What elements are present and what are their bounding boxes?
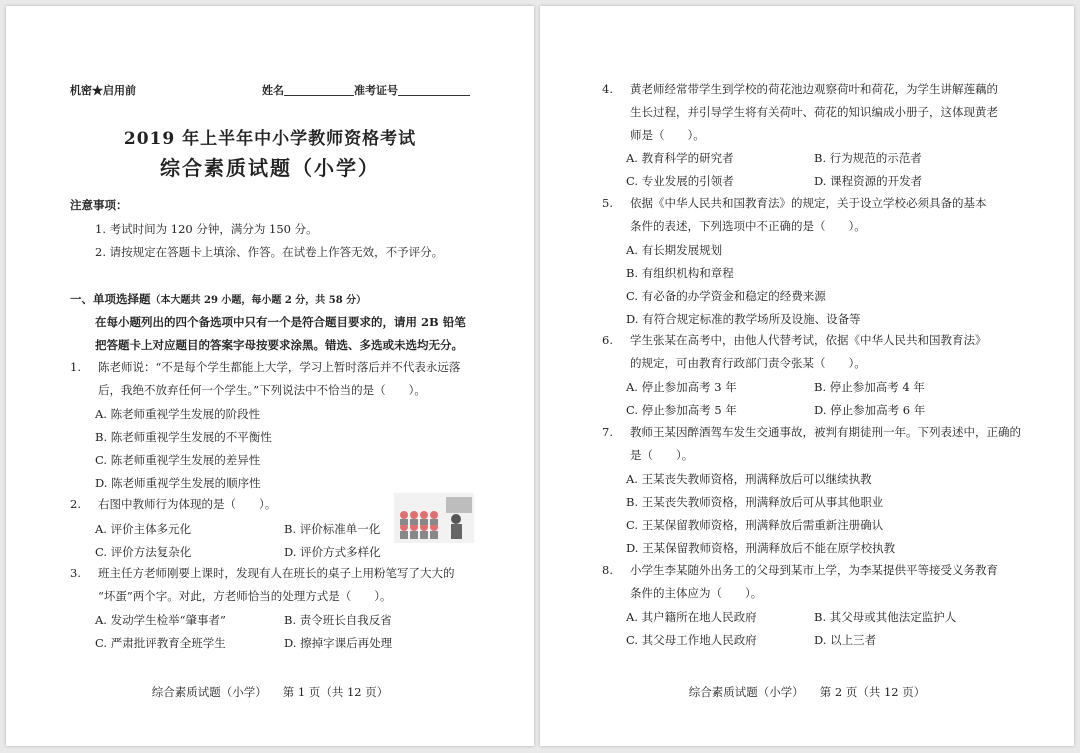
q5-option-b: B. 有组织机构和章程 (626, 266, 734, 280)
question-text-line: “坏蛋”两个字。对此，方老师恰当的处理方式是（ ）。 (98, 589, 392, 603)
question-text-line: 后，我绝不放弃任何一个学生。”下列说法中不恰当的是（ ）。 (98, 383, 426, 397)
footer-page-number: 第 1 页（共 12 页） (282, 685, 389, 699)
section-instruction-2: 把答题卡上对应题目的答案字母按要求涂黑。错选、多选或未选均无分。 (95, 338, 463, 352)
question-number: 6. (602, 333, 613, 347)
id-label: 准考证号 (354, 84, 398, 97)
question-text-line: 生长过程，并引导学生将有关荷叶、荷花的知识编成小册子，这体现黄老 (630, 105, 998, 119)
question-text-line: 右图中教师行为体现的是（ ）。 (98, 497, 277, 511)
q4-option-b: B. 行为规范的示范者 (814, 151, 922, 165)
q8-option-b: B. 其父母或其他法定监护人 (814, 610, 957, 624)
question-text-line: 黄老师经常带学生到学校的荷花池边观察荷叶和荷花，为学生讲解莲藕的 (630, 82, 998, 96)
q7-option-d: D. 王某保留教师资格，刑满释放后不能在原学校执教 (626, 541, 896, 555)
q2-option-a: A. 评价主体多元化 (95, 522, 192, 536)
question-7 (602, 421, 1032, 467)
page-footer (540, 684, 1074, 700)
question-6 (602, 329, 1022, 375)
question-number: 8. (602, 563, 613, 577)
notice-heading: 注意事项： (70, 198, 128, 212)
question-3 (70, 562, 490, 608)
question-number: 1. (70, 360, 81, 374)
q4-option-c: C. 专业发展的引领者 (626, 174, 734, 188)
footer-title: 综合素质试题（小学） (151, 685, 267, 699)
name-label: 姓名 (262, 84, 284, 97)
q6-option-a: A. 停止参加高考 3 年 (626, 380, 737, 394)
id-field (398, 83, 470, 96)
exam-page-2 (540, 6, 1074, 746)
question-text-line: 的规定，可由教育行政部门责令张某（ ）。 (630, 356, 866, 370)
question-text-line: 小学生李某随外出务工的父母到某市上学，为李某提供平等接受义务教育 (630, 563, 998, 577)
q4-option-d: D. 课程资源的开发者 (814, 174, 923, 188)
exam-subtitle: 综合素质试题（小学） (160, 156, 380, 180)
q2-option-c: C. 评价方法复杂化 (95, 545, 192, 559)
q8-option-a: A. 其户籍所在地人民政府 (626, 610, 757, 624)
question-8 (602, 559, 1032, 605)
footer-title: 综合素质试题（小学） (688, 685, 804, 699)
q3-option-b: B. 责令班长自我反省 (284, 613, 392, 627)
section-heading (70, 288, 366, 312)
section-instruction-1: 在每小题列出的四个备选项中只有一个是符合题目要求的，请用 2B 铅笔 (95, 315, 466, 329)
exam-page-1 (6, 6, 534, 746)
question-text-line: 学生张某在高考中，由他人代替考试，依据《中华人民共和国教育法》 (630, 333, 987, 347)
candidate-info (262, 82, 470, 98)
question-text-line: 班主任方老师刚要上课时，发现有人在班长的桌子上用粉笔写了大大的 (98, 566, 455, 580)
section-note: （本大题共 29 小题，每小题 2 分，共 58 分） (150, 295, 367, 306)
confidential-label: 机密★启用前 (70, 84, 136, 97)
q6-option-c: C. 停止参加高考 5 年 (626, 403, 737, 417)
question-number: 2. (70, 497, 81, 511)
q1-option-b: B. 陈老师重视学生发展的不平衡性 (95, 430, 272, 444)
q8-option-d: D. 以上三者 (814, 633, 877, 647)
footer-page-number: 第 2 页（共 12 页） (819, 685, 926, 699)
question-number: 7. (602, 425, 613, 439)
question-number: 3. (70, 566, 81, 580)
q3-option-a: A. 发动学生检举“肇事者” (95, 613, 226, 627)
question-2 (70, 493, 390, 516)
q8-option-c: C. 其父母工作地人民政府 (626, 633, 757, 647)
q5-option-d: D. 有符合规定标准的教学场所及设施、设备等 (626, 312, 861, 326)
question-text-line: 陈老师说：“不是每个学生都能上大学，学习上暂时落后并不代表永远落 (98, 360, 461, 374)
q1-option-c: C. 陈老师重视学生发展的差异性 (95, 453, 261, 467)
q7-option-a: A. 王某丧失教师资格，刑满释放后可以继续执教 (626, 472, 872, 486)
question-text-line: 师是（ ）。 (630, 128, 705, 142)
q4-option-a: A. 教育科学的研究者 (626, 151, 734, 165)
q6-option-b: B. 停止参加高考 4 年 (814, 380, 925, 394)
question-number: 5. (602, 196, 613, 210)
q2-option-d: D. 评价方式多样化 (284, 545, 381, 559)
question-text-line: 条件的表述，下列选项中不正确的是（ ）。 (630, 219, 866, 233)
q3-option-d: D. 擦掉字课后再处理 (284, 636, 393, 650)
q7-option-b: B. 王某丧失教师资格，刑满释放后可从事其他职业 (626, 495, 884, 509)
q5-option-c: C. 有必备的办学资金和稳定的经费来源 (626, 289, 826, 303)
q1-option-a: A. 陈老师重视学生发展的阶段性 (95, 407, 261, 421)
exam-title: 2019 年上半年中小学教师资格考试 (123, 129, 417, 149)
section-title: 一、单项选择题 (70, 292, 151, 306)
page-footer (6, 684, 534, 700)
question-1 (70, 356, 490, 402)
q3-option-c: C. 严肃批评教育全班学生 (95, 636, 226, 650)
notice-item-2: 2. 请按规定在答题卡上填涂、作答。在试卷上作答无效，不予评分。 (95, 245, 444, 259)
question-4 (602, 78, 1022, 147)
question-text-line: 教师王某因醉酒驾车发生交通事故，被判有期徒刑一年。下列表述中，正确的 (630, 425, 1021, 439)
q5-option-a: A. 有长期发展规划 (626, 243, 723, 257)
question-text-line: 是（ ）。 (630, 448, 694, 462)
question-5 (602, 192, 1022, 238)
q7-option-c: C. 王某保留教师资格，刑满释放后需重新注册确认 (626, 518, 884, 532)
notice-item-1: 1. 考试时间为 120 分钟，满分为 150 分。 (95, 222, 318, 236)
question-text-line: 依据《中华人民共和国教育法》的规定，关于设立学校必须具备的基本 (630, 196, 987, 210)
classroom-illustration-icon (394, 493, 474, 543)
question-text-line: 条件的主体应为（ ）。 (630, 586, 763, 600)
name-field (284, 83, 354, 96)
q6-option-d: D. 停止参加高考 6 年 (814, 403, 926, 417)
q2-option-b: B. 评价标准单一化 (284, 522, 381, 536)
q1-option-d: D. 陈老师重视学生发展的顺序性 (95, 476, 261, 490)
question-number: 4. (602, 82, 613, 96)
